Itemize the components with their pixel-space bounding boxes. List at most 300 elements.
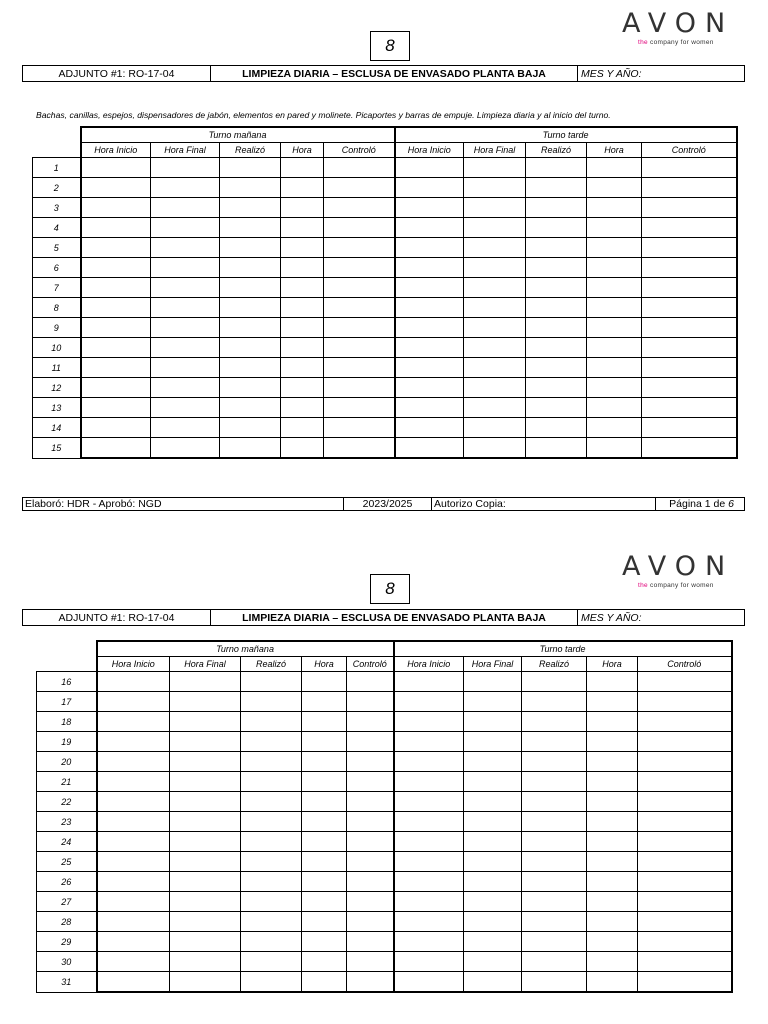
entry-cell[interactable] [587,358,642,378]
entry-cell[interactable] [395,438,464,459]
entry-cell[interactable] [220,318,281,338]
entry-cell[interactable] [464,418,526,438]
entry-cell[interactable] [81,418,151,438]
entry-cell[interactable] [97,692,170,712]
entry-cell[interactable] [347,832,394,852]
entry-cell[interactable] [395,278,464,298]
entry-cell[interactable] [220,418,281,438]
entry-cell[interactable] [324,298,395,318]
entry-cell[interactable] [151,438,220,459]
entry-cell[interactable] [526,418,587,438]
entry-cell[interactable] [220,158,281,178]
entry-cell[interactable] [394,952,464,972]
entry-cell[interactable] [241,812,302,832]
entry-cell[interactable] [587,438,642,459]
entry-cell[interactable] [526,398,587,418]
entry-cell[interactable] [241,912,302,932]
entry-cell[interactable] [97,852,170,872]
entry-cell[interactable] [587,772,638,792]
entry-cell[interactable] [281,378,324,398]
entry-cell[interactable] [395,298,464,318]
entry-cell[interactable] [97,732,170,752]
entry-cell[interactable] [642,438,737,459]
entry-cell[interactable] [464,832,522,852]
entry-cell[interactable] [302,932,347,952]
entry-cell[interactable] [97,672,170,692]
entry-cell[interactable] [220,178,281,198]
entry-cell[interactable] [97,812,170,832]
entry-cell[interactable] [302,792,347,812]
entry-cell[interactable] [587,238,642,258]
entry-cell[interactable] [281,438,324,459]
entry-cell[interactable] [151,258,220,278]
entry-cell[interactable] [324,158,395,178]
entry-cell[interactable] [220,338,281,358]
entry-cell[interactable] [220,198,281,218]
entry-cell[interactable] [464,712,522,732]
entry-cell[interactable] [464,812,522,832]
entry-cell[interactable] [464,258,526,278]
entry-cell[interactable] [151,318,220,338]
entry-cell[interactable] [395,258,464,278]
entry-cell[interactable] [526,198,587,218]
entry-cell[interactable] [464,772,522,792]
entry-cell[interactable] [81,198,151,218]
entry-cell[interactable] [241,672,302,692]
entry-cell[interactable] [522,792,587,812]
entry-cell[interactable] [241,892,302,912]
entry-cell[interactable] [638,892,732,912]
entry-cell[interactable] [324,278,395,298]
entry-cell[interactable] [302,972,347,993]
entry-cell[interactable] [642,318,737,338]
entry-cell[interactable] [81,258,151,278]
entry-cell[interactable] [638,792,732,812]
entry-cell[interactable] [642,338,737,358]
entry-cell[interactable] [642,258,737,278]
entry-cell[interactable] [302,732,347,752]
entry-cell[interactable] [347,812,394,832]
entry-cell[interactable] [587,258,642,278]
entry-cell[interactable] [522,832,587,852]
entry-cell[interactable] [642,418,737,438]
entry-cell[interactable] [464,692,522,712]
entry-cell[interactable] [302,892,347,912]
entry-cell[interactable] [587,712,638,732]
entry-cell[interactable] [97,712,170,732]
entry-cell[interactable] [241,792,302,812]
entry-cell[interactable] [324,398,395,418]
entry-cell[interactable] [638,872,732,892]
entry-cell[interactable] [522,672,587,692]
entry-cell[interactable] [522,872,587,892]
entry-cell[interactable] [522,712,587,732]
entry-cell[interactable] [97,932,170,952]
entry-cell[interactable] [638,932,732,952]
entry-cell[interactable] [170,732,241,752]
entry-cell[interactable] [464,318,526,338]
entry-cell[interactable] [241,872,302,892]
entry-cell[interactable] [464,238,526,258]
entry-cell[interactable] [522,732,587,752]
entry-cell[interactable] [526,378,587,398]
entry-cell[interactable] [587,398,642,418]
entry-cell[interactable] [395,218,464,238]
entry-cell[interactable] [151,278,220,298]
entry-cell[interactable] [220,378,281,398]
entry-cell[interactable] [587,812,638,832]
entry-cell[interactable] [97,792,170,812]
entry-cell[interactable] [241,972,302,993]
entry-cell[interactable] [302,852,347,872]
entry-cell[interactable] [587,298,642,318]
entry-cell[interactable] [395,158,464,178]
entry-cell[interactable] [347,732,394,752]
entry-cell[interactable] [81,238,151,258]
entry-cell[interactable] [638,832,732,852]
entry-cell[interactable] [241,832,302,852]
entry-cell[interactable] [281,238,324,258]
entry-cell[interactable] [81,378,151,398]
entry-cell[interactable] [170,692,241,712]
entry-cell[interactable] [464,852,522,872]
entry-cell[interactable] [347,792,394,812]
entry-cell[interactable] [642,278,737,298]
entry-cell[interactable] [302,672,347,692]
entry-cell[interactable] [170,952,241,972]
entry-cell[interactable] [324,358,395,378]
entry-cell[interactable] [464,398,526,418]
entry-cell[interactable] [464,672,522,692]
entry-cell[interactable] [220,278,281,298]
entry-cell[interactable] [522,692,587,712]
entry-cell[interactable] [522,952,587,972]
entry-cell[interactable] [241,932,302,952]
entry-cell[interactable] [220,298,281,318]
entry-cell[interactable] [241,952,302,972]
entry-cell[interactable] [464,198,526,218]
entry-cell[interactable] [151,178,220,198]
entry-cell[interactable] [81,158,151,178]
entry-cell[interactable] [638,752,732,772]
entry-cell[interactable] [587,792,638,812]
entry-cell[interactable] [638,952,732,972]
entry-cell[interactable] [395,238,464,258]
entry-cell[interactable] [97,832,170,852]
entry-cell[interactable] [170,892,241,912]
entry-cell[interactable] [97,892,170,912]
entry-cell[interactable] [395,358,464,378]
entry-cell[interactable] [281,198,324,218]
entry-cell[interactable] [394,972,464,993]
entry-cell[interactable] [281,318,324,338]
entry-cell[interactable] [638,712,732,732]
entry-cell[interactable] [281,178,324,198]
entry-cell[interactable] [81,278,151,298]
entry-cell[interactable] [170,932,241,952]
entry-cell[interactable] [526,278,587,298]
entry-cell[interactable] [394,912,464,932]
entry-cell[interactable] [97,772,170,792]
entry-cell[interactable] [220,358,281,378]
entry-cell[interactable] [464,158,526,178]
entry-cell[interactable] [281,398,324,418]
entry-cell[interactable] [642,158,737,178]
entry-cell[interactable] [522,812,587,832]
entry-cell[interactable] [642,358,737,378]
entry-cell[interactable] [395,318,464,338]
entry-cell[interactable] [587,952,638,972]
entry-cell[interactable] [220,218,281,238]
entry-cell[interactable] [347,932,394,952]
entry-cell[interactable] [464,892,522,912]
entry-cell[interactable] [394,732,464,752]
entry-cell[interactable] [151,338,220,358]
entry-cell[interactable] [522,752,587,772]
entry-cell[interactable] [394,812,464,832]
entry-cell[interactable] [526,178,587,198]
entry-cell[interactable] [522,972,587,993]
entry-cell[interactable] [241,852,302,872]
entry-cell[interactable] [347,872,394,892]
entry-cell[interactable] [522,772,587,792]
entry-cell[interactable] [151,198,220,218]
entry-cell[interactable] [302,832,347,852]
entry-cell[interactable] [151,358,220,378]
entry-cell[interactable] [170,872,241,892]
entry-cell[interactable] [241,772,302,792]
entry-cell[interactable] [587,972,638,993]
entry-cell[interactable] [81,318,151,338]
entry-cell[interactable] [394,892,464,912]
month-year-field[interactable]: MES Y AÑO: [581,67,642,80]
entry-cell[interactable] [97,952,170,972]
entry-cell[interactable] [464,358,526,378]
entry-cell[interactable] [302,812,347,832]
entry-cell[interactable] [302,952,347,972]
entry-cell[interactable] [97,872,170,892]
entry-cell[interactable] [302,912,347,932]
entry-cell[interactable] [522,852,587,872]
entry-cell[interactable] [394,932,464,952]
entry-cell[interactable] [587,318,642,338]
entry-cell[interactable] [464,218,526,238]
entry-cell[interactable] [526,358,587,378]
entry-cell[interactable] [170,832,241,852]
entry-cell[interactable] [170,852,241,872]
entry-cell[interactable] [324,418,395,438]
entry-cell[interactable] [464,952,522,972]
entry-cell[interactable] [220,398,281,418]
entry-cell[interactable] [526,238,587,258]
entry-cell[interactable] [81,438,151,459]
entry-cell[interactable] [151,398,220,418]
entry-cell[interactable] [281,158,324,178]
entry-cell[interactable] [464,872,522,892]
entry-cell[interactable] [170,912,241,932]
entry-cell[interactable] [587,158,642,178]
entry-cell[interactable] [642,398,737,418]
entry-cell[interactable] [281,418,324,438]
entry-cell[interactable] [220,438,281,459]
entry-cell[interactable] [587,418,642,438]
entry-cell[interactable] [638,772,732,792]
entry-cell[interactable] [241,712,302,732]
entry-cell[interactable] [151,418,220,438]
entry-cell[interactable] [638,732,732,752]
entry-cell[interactable] [587,912,638,932]
entry-cell[interactable] [642,178,737,198]
entry-cell[interactable] [281,258,324,278]
entry-cell[interactable] [347,672,394,692]
entry-cell[interactable] [324,178,395,198]
entry-cell[interactable] [241,692,302,712]
authorize-copy[interactable]: Autorizo Copia: [432,498,656,510]
entry-cell[interactable] [241,732,302,752]
entry-cell[interactable] [151,158,220,178]
entry-cell[interactable] [394,752,464,772]
entry-cell[interactable] [394,792,464,812]
entry-cell[interactable] [151,218,220,238]
entry-cell[interactable] [241,752,302,772]
entry-cell[interactable] [464,912,522,932]
entry-cell[interactable] [526,218,587,238]
entry-cell[interactable] [220,238,281,258]
entry-cell[interactable] [281,338,324,358]
entry-cell[interactable] [324,338,395,358]
entry-cell[interactable] [587,932,638,952]
entry-cell[interactable] [324,218,395,238]
entry-cell[interactable] [642,298,737,318]
entry-cell[interactable] [281,278,324,298]
entry-cell[interactable] [170,972,241,993]
entry-cell[interactable] [347,892,394,912]
entry-cell[interactable] [97,972,170,993]
entry-cell[interactable] [81,218,151,238]
entry-cell[interactable] [151,378,220,398]
entry-cell[interactable] [638,972,732,993]
entry-cell[interactable] [170,712,241,732]
entry-cell[interactable] [81,358,151,378]
entry-cell[interactable] [587,672,638,692]
entry-cell[interactable] [395,198,464,218]
entry-cell[interactable] [394,712,464,732]
entry-cell[interactable] [587,852,638,872]
entry-cell[interactable] [347,692,394,712]
entry-cell[interactable] [281,358,324,378]
entry-cell[interactable] [522,932,587,952]
entry-cell[interactable] [324,378,395,398]
entry-cell[interactable] [170,772,241,792]
entry-cell[interactable] [464,752,522,772]
entry-cell[interactable] [281,218,324,238]
entry-cell[interactable] [394,772,464,792]
entry-cell[interactable] [638,912,732,932]
entry-cell[interactable] [526,338,587,358]
entry-cell[interactable] [81,398,151,418]
entry-cell[interactable] [464,932,522,952]
entry-cell[interactable] [638,812,732,832]
entry-cell[interactable] [587,218,642,238]
entry-cell[interactable] [642,218,737,238]
entry-cell[interactable] [394,832,464,852]
entry-cell[interactable] [638,692,732,712]
entry-cell[interactable] [394,872,464,892]
entry-cell[interactable] [302,872,347,892]
entry-cell[interactable] [526,258,587,278]
entry-cell[interactable] [170,672,241,692]
entry-cell[interactable] [587,872,638,892]
entry-cell[interactable] [526,298,587,318]
entry-cell[interactable] [302,692,347,712]
entry-cell[interactable] [395,178,464,198]
entry-cell[interactable] [395,418,464,438]
entry-cell[interactable] [170,752,241,772]
entry-cell[interactable] [324,258,395,278]
entry-cell[interactable] [587,832,638,852]
entry-cell[interactable] [526,438,587,459]
entry-cell[interactable] [587,732,638,752]
entry-cell[interactable] [464,438,526,459]
entry-cell[interactable] [281,298,324,318]
month-year-field[interactable]: MES Y AÑO: [581,611,642,624]
entry-cell[interactable] [302,772,347,792]
entry-cell[interactable] [464,972,522,993]
entry-cell[interactable] [324,238,395,258]
entry-cell[interactable] [394,692,464,712]
entry-cell[interactable] [347,752,394,772]
entry-cell[interactable] [395,338,464,358]
entry-cell[interactable] [587,278,642,298]
entry-cell[interactable] [81,298,151,318]
entry-cell[interactable] [464,298,526,318]
entry-cell[interactable] [464,338,526,358]
entry-cell[interactable] [587,892,638,912]
entry-cell[interactable] [526,318,587,338]
entry-cell[interactable] [464,792,522,812]
entry-cell[interactable] [587,378,642,398]
entry-cell[interactable] [394,852,464,872]
entry-cell[interactable] [170,812,241,832]
entry-cell[interactable] [347,912,394,932]
entry-cell[interactable] [151,298,220,318]
entry-cell[interactable] [526,158,587,178]
entry-cell[interactable] [642,198,737,218]
entry-cell[interactable] [220,258,281,278]
entry-cell[interactable] [395,378,464,398]
entry-cell[interactable] [587,752,638,772]
entry-cell[interactable] [324,198,395,218]
entry-cell[interactable] [522,912,587,932]
entry-cell[interactable] [347,952,394,972]
entry-cell[interactable] [81,178,151,198]
entry-cell[interactable] [151,238,220,258]
entry-cell[interactable] [97,912,170,932]
entry-cell[interactable] [638,852,732,872]
entry-cell[interactable] [347,852,394,872]
entry-cell[interactable] [587,338,642,358]
entry-cell[interactable] [464,178,526,198]
entry-cell[interactable] [642,378,737,398]
entry-cell[interactable] [324,318,395,338]
entry-cell[interactable] [638,672,732,692]
entry-cell[interactable] [587,692,638,712]
entry-cell[interactable] [464,378,526,398]
entry-cell[interactable] [642,238,737,258]
entry-cell[interactable] [522,892,587,912]
entry-cell[interactable] [302,752,347,772]
entry-cell[interactable] [395,398,464,418]
